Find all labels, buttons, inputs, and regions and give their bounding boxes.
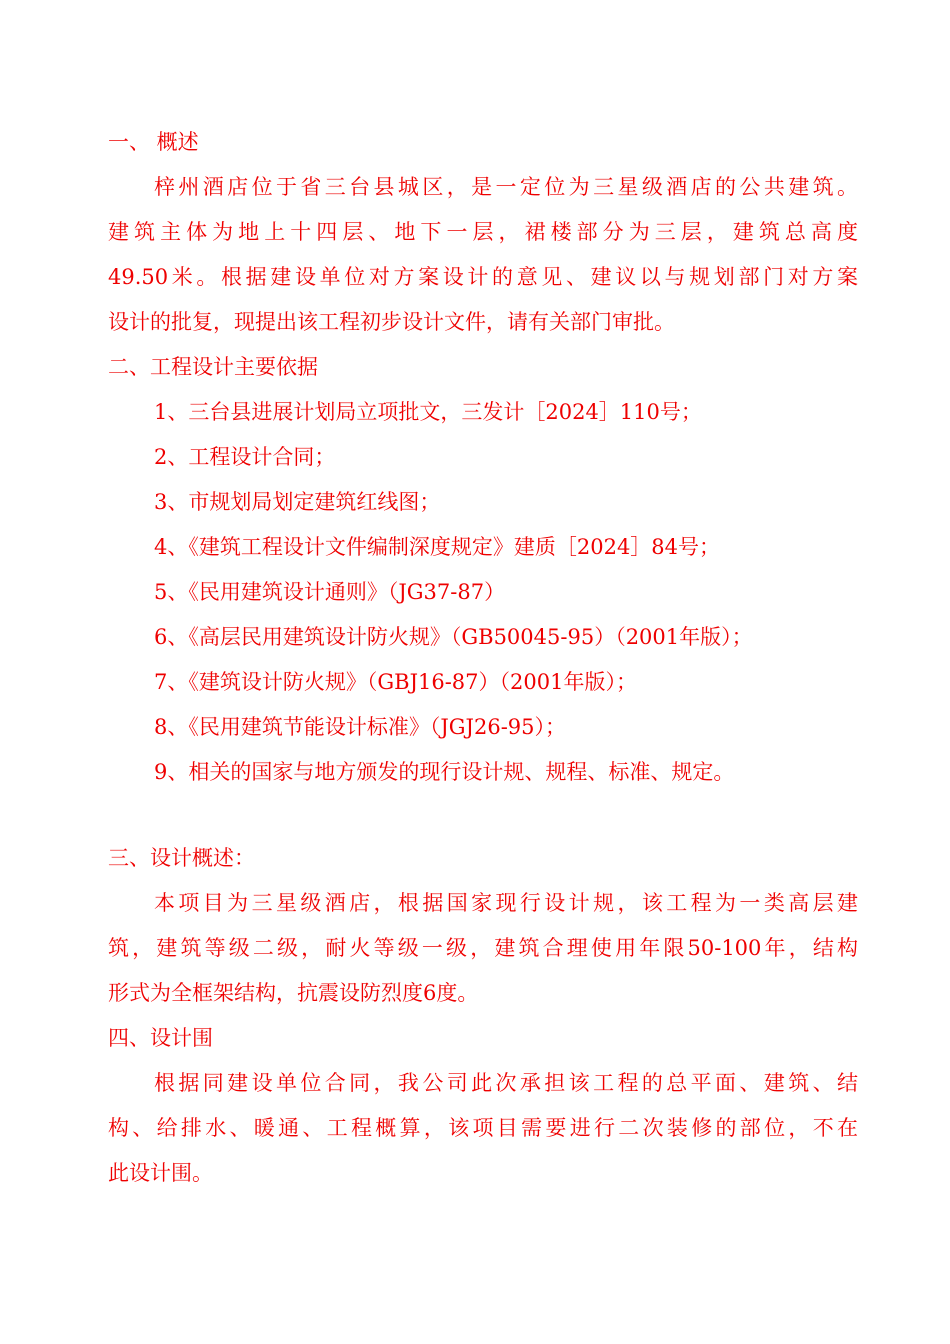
list-item: 2、工程设计合同；	[154, 445, 336, 469]
list-item: 9、相关的国家与地方颁发的现行设计规、规程、标准、规定。	[154, 760, 735, 784]
list-item: 3、市规划局划定建筑红线图；	[154, 490, 441, 514]
paragraph-line: 根据同建设单位合同，我公司此次承担该工程的总平面、建筑、结	[154, 1071, 858, 1095]
paragraph-line: 构、给排水、暖通、工程概算，该项目需要进行二次装修的部位，不在	[108, 1116, 858, 1140]
list-item: 6、《高层民用建筑设计防火规》（GB50045-95）（2001年版）；	[154, 625, 753, 649]
section-heading-basis: 二、工程设计主要依据	[108, 355, 318, 379]
list-item: 7、《建筑设计防火规》（GBJ16-87）（2001年版）；	[154, 670, 637, 694]
paragraph-line: 本项目为三星级酒店，根据国家现行设计规，该工程为一类高层建	[154, 891, 858, 915]
paragraph-line: 设计的批复，现提出该工程初步设计文件，请有关部门审批。	[108, 310, 675, 334]
paragraph-line: 49.50米。根据建设单位对方案设计的意见、建议以与规划部门对方案	[108, 265, 858, 289]
list-item: 1、三台县进展计划局立项批文，三发计［2024］110号；	[154, 400, 702, 424]
list-item: 5、《民用建筑设计通则》（JG37-87）	[154, 580, 506, 604]
section-heading-design-overview: 三、设计概述：	[108, 846, 255, 870]
paragraph-line: 形式为全框架结构，抗震设防烈度6度。	[108, 981, 479, 1005]
paragraph-line: 建筑主体为地上十四层、地下一层，裙楼部分为三层，建筑总高度	[108, 220, 858, 244]
section-heading-design-scope: 四、设计围	[108, 1026, 213, 1050]
paragraph-line: 梓州酒店位于省三台县城区，是一定位为三星级酒店的公共建筑。	[154, 175, 858, 199]
list-item: 4、《建筑工程设计文件编制深度规定》建质［2024］84号；	[154, 535, 721, 559]
paragraph-line: 此设计围。	[108, 1161, 213, 1185]
section-heading-overview: 一、 概述	[108, 130, 199, 154]
list-item: 8、《民用建筑节能设计标准》（JGJ26-95）；	[154, 715, 567, 739]
paragraph-line: 筑，建筑等级二级，耐火等级一级，建筑合理使用年限50-100年，结构	[108, 936, 858, 960]
